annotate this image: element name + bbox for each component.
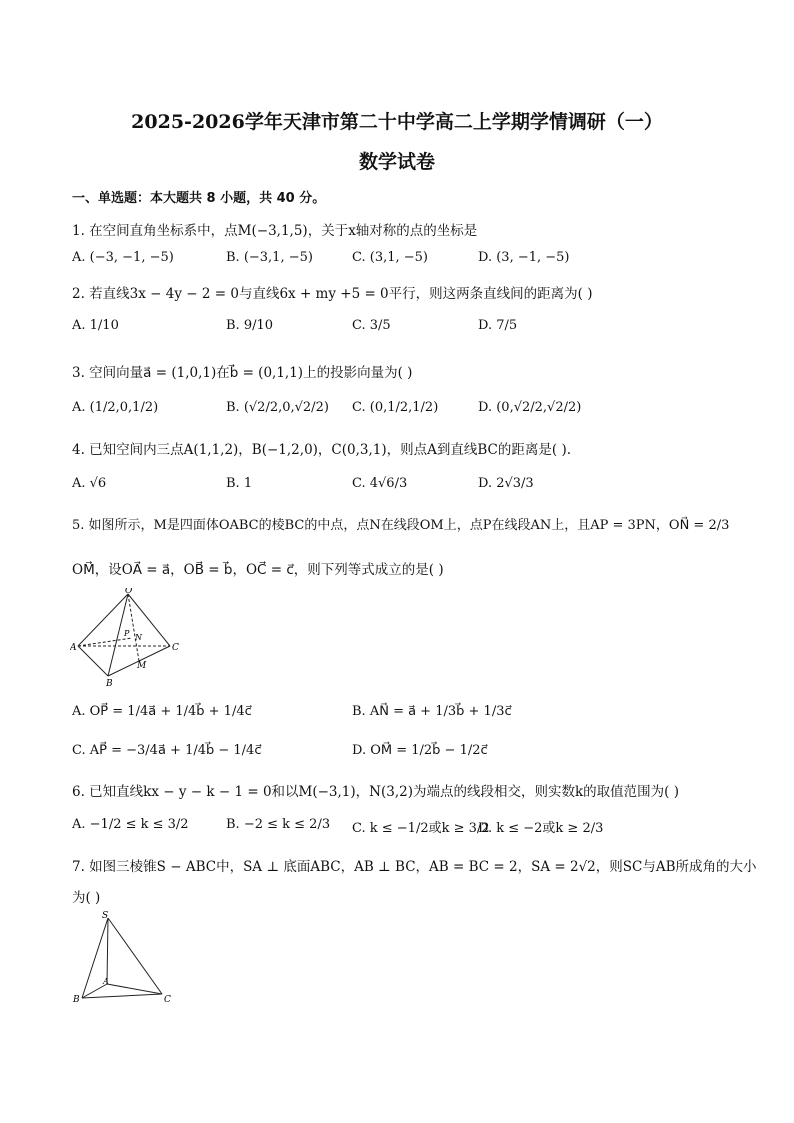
label-M: M [137,661,147,671]
q4-option-a: A. √6 [72,476,107,491]
q5-option-a: A. OP⃗ = 1/4a⃗ + 1/4b⃗ + 1/4c⃗ [72,704,252,719]
q1-option-b: B. (−3,1, −5) [226,250,313,265]
question-4-stem: 4. 已知空间内三点A(1,1,2)，B(−1,2,0)，C(0,3,1)，则点A到直线BC的距离是( ). [72,442,571,458]
pyramid-figure [70,910,180,1008]
tetrahedron-figure [70,588,182,688]
question-2-stem: 2. 若直线3x − 4y − 2 = 0与直线6x + my +5 = 0平行，则这两条直线间的距离为( ) [72,286,593,302]
q6-option-b: B. −2 ≤ k ≤ 2/3 [226,817,331,832]
label-A2: A [103,977,109,986]
question-6-stem: 6. 已知直线kx − y − k − 1 = 0和以M(−3,1)，N(3,2)为端点的线段相交，则实数k的取值范围为( ) [72,784,679,800]
label-S: S [102,911,109,921]
q6-option-d: D. k ≤ −2或k ≥ 2/3 [478,821,604,836]
section-heading: 一、单选题：本大题共 8 小题，共 40 分。 [72,191,326,206]
q5-option-c: C. AP⃗ = −3/4a⃗ + 1/4b⃗ − 1/4c⃗ [72,743,262,758]
q3-option-a: A. (1/2,0,1/2) [72,400,159,415]
label-B: B [106,679,113,688]
question-5-stem: 5. 如图所示，M是四面体OABC的棱BC的中点，点N在线段OM上，点P在线段AN上，且AP = 3PN，ON⃗ = 2/3 [72,518,730,533]
q1-option-c: C. (3,1, −5) [352,250,428,265]
exam-subtitle: 数学试卷 [358,151,435,173]
q2-option-a: A. 1/10 [72,318,119,333]
q6-option-a: A. −1/2 ≤ k ≤ 3/2 [72,817,189,832]
question-7-stem: 7. 如图三棱锥S − ABC中，SA ⊥ 底面ABC，AB ⊥ BC，AB = BC = 2，SA = 2√2，则SC与AB所成角的大小 [72,859,757,875]
q2-option-d: D. 7/5 [478,318,518,333]
label-A: A [70,643,77,653]
label-C: C [172,643,179,653]
q5-option-b: B. AN⃗ = a⃗ + 1/3b⃗ + 1/3c⃗ [352,704,512,719]
q1-option-a: A. (−3, −1, −5) [72,250,174,265]
q3-option-b: B. (√2/2,0,√2/2) [226,400,329,415]
q3-option-d: D. (0,√2/2,√2/2) [478,400,582,415]
q4-option-d: D. 2√3/3 [478,476,534,491]
q1-option-d: D. (3, −1, −5) [478,250,570,265]
q4-option-b: B. 1 [226,476,253,491]
question-1-stem: 1. 在空间直角坐标系中，点M(−3,1,5)，关于x轴对称的点的坐标是 [72,223,478,239]
q3-option-c: C. (0,1/2,1/2) [352,400,439,415]
q6-option-c: C. k ≤ −1/2或k ≥ 3/2 [352,821,490,836]
q2-option-b: B. 9/10 [226,318,274,333]
question-3-stem: 3. 空间向量a⃗ = (1,0,1)在b⃗ = (0,1,1)上的投影向量为( ) [72,365,413,381]
q4-option-c: C. 4√6/3 [352,476,408,491]
q2-option-c: C. 3/5 [352,318,391,333]
label-N: N [135,633,142,642]
pyramid-svg [70,910,180,1008]
label-C2: C [164,995,171,1005]
q5-option-d: D. OM⃗ = 1/2b⃗ − 1/2c⃗ [352,743,488,758]
tetrahedron-svg [70,588,182,688]
question-5-stem-continued: OM⃗，设OA⃗ = a⃗，OB⃗ = b⃗，OC⃗ = c⃗，则下列等式成立的是( ) [72,562,444,578]
label-P: P [124,629,130,638]
label-B2: B [73,995,80,1005]
exam-title: 2025-2026学年天津市第二十中学高二上学期学情调研（一） [131,111,663,133]
question-7-stem-continued: 为( ) [72,890,101,906]
label-O: O [125,588,133,596]
